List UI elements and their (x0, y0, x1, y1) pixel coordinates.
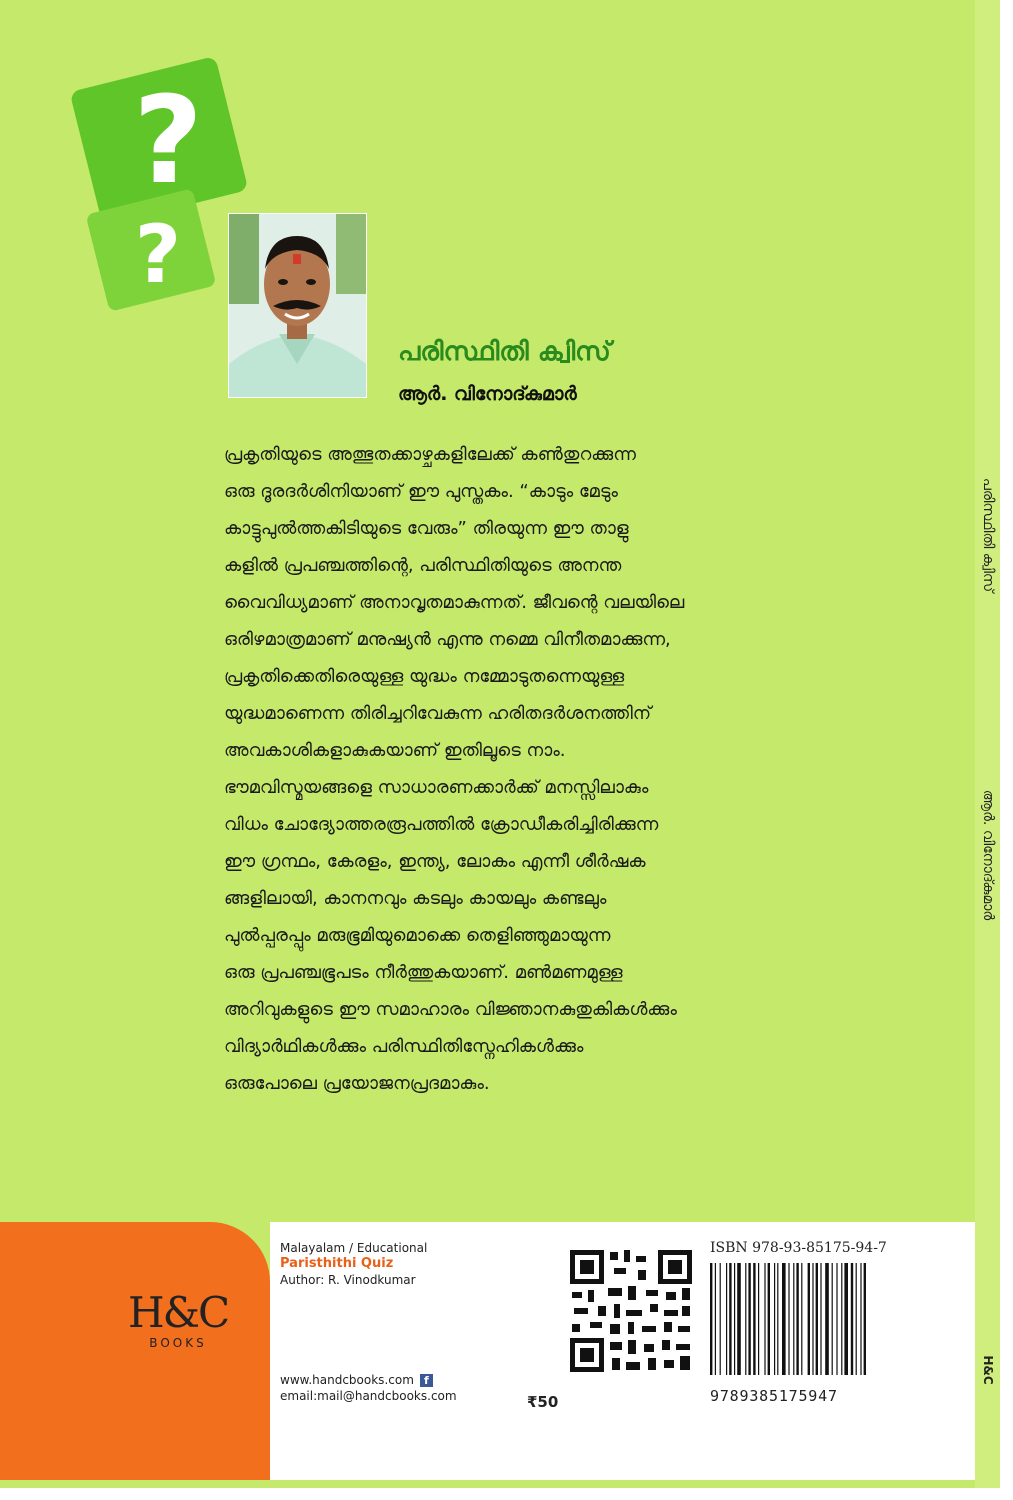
book-title-en: Paristhithi Quiz (280, 1256, 394, 1271)
isbn-number: 9789385175947 (710, 1387, 838, 1405)
blurb-line: അറിവുകളുടെ ഈ സമാഹാരം വിജ്ഞാനകുതുകികൾക്കും (224, 999, 677, 1020)
spine-logo-text: H&C (980, 1355, 995, 1385)
blurb-line: ങ്ങളിലായി, കാനനവും കടലും കായലും കണ്ടലും (224, 888, 607, 909)
blurb-line: കളിൽ പ്രപഞ്ചത്തിന്റെ, പരിസ്ഥിതിയുടെ അനന്ത (224, 555, 622, 576)
blurb-line: യുദ്ധമാണെന്ന തിരിച്ചറിവേകുന്ന ഹരിതദർശനത്തിന് (224, 703, 652, 724)
blurb-line: ഒരുപോലെ പ്രയോജനപ്രദമാകും. (224, 1073, 490, 1094)
spine-logo (975, 1345, 1000, 1395)
blurb-line: ഈ ഗ്രന്ഥം, കേരളം, ഇന്ത്യ, ലോകം എന്നീ ശീർഷക (224, 851, 646, 872)
blurb-line: ഒരു ദൂരദർശിനിയാണ് ഈ പുസ്തകം. “കാടും മേടും (224, 481, 618, 502)
question-mark-icon: ? (134, 208, 182, 301)
blurb-line: ഒരിഴമാത്രമാണ് മനുഷ്യൻ എന്നു നമ്മെ വിനീതമാക്കുന്ന, (224, 629, 671, 650)
book-title: പരിസ്ഥിതി ക്വിസ് (398, 337, 611, 367)
book-author-en: Author: R. Vinodkumar (280, 1273, 416, 1287)
blurb-line: പുൽപ്പരപ്പും മരുഭൂമിയുമൊക്കെ തെളിഞ്ഞുമായുന്ന (224, 925, 611, 946)
book-category: Malayalam / Educational (280, 1241, 428, 1255)
publisher-logo-mark: H&C (128, 1288, 229, 1337)
blurb-line: വിധം ചോദ്യോത്തരരൂപത്തിൽ ക്രോഡീകരിച്ചിരിക്കുന്ന (224, 814, 659, 835)
blurb-line: പ്രകൃതിക്കെതിരെയുള്ള യുദ്ധം നമ്മോടുതന്നെയുള്ള (224, 666, 625, 687)
qr-code-icon (568, 1248, 694, 1374)
author-photo (228, 213, 367, 398)
blurb-line: വിദ്യാർഥികൾക്കും പരിസ്ഥിതിസ്നേഹികൾക്കും (224, 1036, 584, 1057)
spine-author-text: ആർ. വിനോദ്കുമാർ (979, 789, 996, 921)
blurb-line: കാട്ടുപുൽത്തകിടിയുടെ വേരും” തിരയുന്ന ഈ താളു (224, 518, 629, 539)
price: ₹50 (527, 1393, 559, 1411)
book-meta (280, 1240, 427, 1288)
blurb-text (224, 436, 924, 1102)
blurb-line: അവകാശികളാകുകയാണ് ഇതിലൂടെ നാം. (224, 740, 566, 761)
publisher-panel (0, 1222, 270, 1480)
contact-info (280, 1372, 457, 1404)
website-link[interactable]: www.handcbooks.com (280, 1373, 414, 1387)
book-spine (975, 0, 1000, 1488)
blurb-line: വൈവിധ്യമാണ് അനാവൃതമാകുന്നത്. ജീവന്റെ വലയിലെ (224, 592, 685, 613)
blurb-line: ഒരു പ്രപഞ്ചഭൂപടം നീർത്തുകയാണ്. മൺമണമുള്ള (224, 962, 623, 983)
publisher-logo (128, 1290, 228, 1350)
book-author: ആർ. വിനോദ്കുമാർ (398, 383, 577, 405)
facebook-icon[interactable]: f (420, 1374, 433, 1387)
isbn-label: ISBN 978-93-85175-94-7 (710, 1240, 887, 1256)
spine-title (975, 455, 1000, 615)
author-portrait-icon (229, 214, 366, 397)
blurb-line: പ്രകൃതിയുടെ അത്ഭുതക്കാഴ്ചകളിലേക്ക് കൺതുറക്കുന്ന (224, 444, 636, 465)
email-link[interactable]: email:mail@handcbooks.com (280, 1389, 457, 1403)
spine-author (975, 745, 1000, 965)
spine-title-text: പരിസ്ഥിതി ക്വിസ് (979, 477, 996, 593)
publisher-logo-sub: BOOKS (149, 1336, 207, 1350)
blurb-line: ഭൗമവിസ്മയങ്ങളെ സാധാരണക്കാർക്ക് മനസ്സിലാകും (224, 777, 649, 798)
barcode-icon (710, 1263, 910, 1375)
question-mark-icon: ? (133, 72, 203, 211)
